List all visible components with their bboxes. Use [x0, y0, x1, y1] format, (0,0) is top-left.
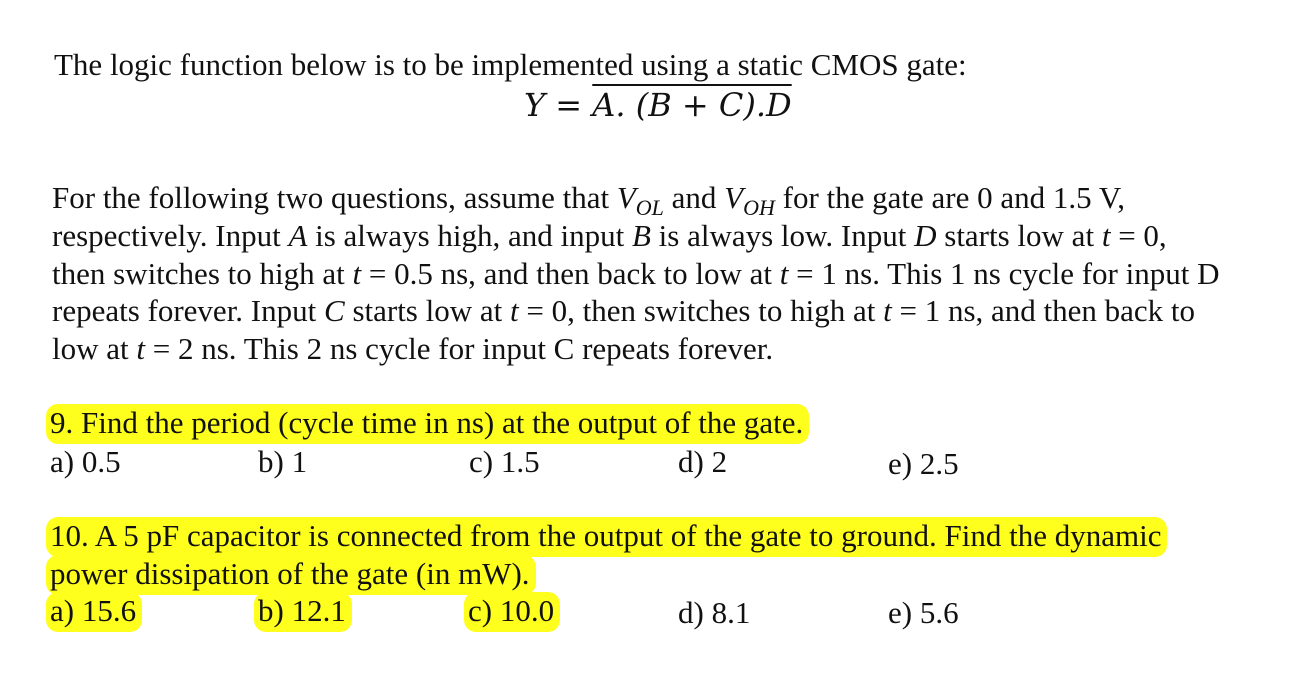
text: starts low at — [936, 218, 1102, 253]
text: is always low. Input — [650, 218, 915, 253]
var-t: t — [136, 331, 145, 366]
var-t: t — [510, 293, 519, 328]
q9-option-e[interactable]: e) 2.5 — [888, 446, 959, 481]
var-t: t — [352, 256, 362, 291]
paragraph-line-2 — [52, 217, 1167, 255]
text: = 1 ns. This 1 ns cycle for input D — [788, 256, 1220, 291]
var-c: C — [324, 293, 345, 328]
q10-option-c[interactable]: c) 10.0 — [464, 592, 560, 632]
text: = 0, — [1110, 218, 1167, 253]
q9-option-b[interactable]: b) 1 — [258, 444, 308, 479]
voh-symbol: $V_{OH}$ — [724, 180, 775, 221]
var-a: A — [288, 218, 308, 253]
question-9: 9. Find the period (cycle time in ns) at the output of the gate. — [46, 404, 809, 444]
question-10-line-2: power dissipation of the gate (in mW). — [46, 555, 536, 595]
text: repeats forever. Input — [52, 293, 324, 328]
equation-lhs: Y = — [524, 86, 593, 124]
q9-option-d[interactable]: d) 2 — [678, 444, 728, 479]
text: for the gate are 0 and 1.5 V, — [774, 180, 1125, 215]
text: then switches to high at — [52, 256, 353, 291]
q10-option-d[interactable]: d) 8.1 — [678, 595, 751, 630]
paragraph-line-5 — [52, 330, 773, 368]
text: is always high, and input — [307, 218, 632, 253]
text: starts low at — [344, 293, 510, 328]
var-d: D — [914, 218, 937, 253]
q9-option-a[interactable]: a) 0.5 — [50, 444, 121, 479]
text: = 1 ns, and then back to — [891, 293, 1196, 328]
text: and — [663, 180, 725, 215]
q10-option-e[interactable]: e) 5.6 — [888, 595, 959, 630]
intro-text: The logic function below is to be implemented using a static CMOS gate: — [54, 47, 967, 82]
var-t: t — [1101, 218, 1111, 253]
text: respectively. Input — [52, 218, 289, 253]
logic-equation — [524, 86, 792, 124]
var-t: t — [779, 256, 789, 291]
var-t: t — [883, 293, 892, 328]
text: = 0, then switches to high at — [518, 293, 884, 328]
text: low at — [52, 331, 137, 366]
q10-option-a[interactable]: a) 15.6 — [46, 592, 142, 632]
text: = 0.5 ns, and then back to low at — [361, 256, 780, 291]
q9-option-c[interactable]: c) 1.5 — [469, 444, 540, 479]
equation-rhs: A. (B + C).D — [592, 86, 792, 124]
paragraph-line-4 — [52, 292, 1195, 330]
vol-symbol: $V_{OL}$ — [616, 180, 664, 221]
var-b: B — [631, 218, 651, 253]
text: For the following two questions, assume that — [52, 180, 617, 215]
paragraph-line-3 — [52, 255, 1220, 293]
text: = 2 ns. This 2 ns cycle for input C repeats forever. — [145, 331, 774, 366]
question-10-line-1: 10. A 5 pF capacitor is connected from the output of the gate to ground. Find the dynamic — [46, 517, 1167, 557]
q10-option-b[interactable]: b) 12.1 — [254, 592, 352, 632]
